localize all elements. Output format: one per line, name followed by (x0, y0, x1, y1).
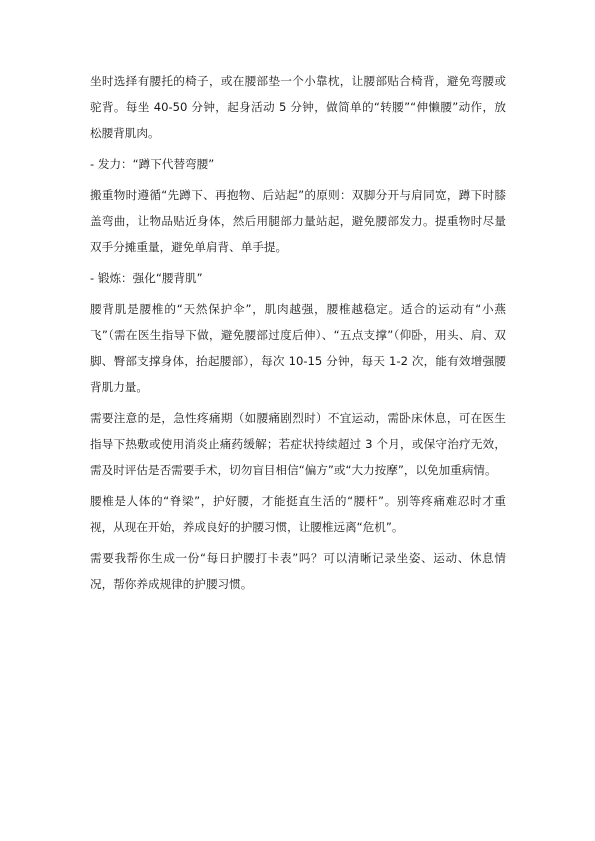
bullet-heading-force: - 发力：“蹲下代替弯腰” (90, 157, 215, 171)
bullet-heading-exercise: - 锻炼：强化“腰背肌” (90, 271, 203, 285)
paragraph-offer: 需要我帮你生成一份“每日护腰打卡表”吗？可以清晰记录坐姿、运动、休息情况，帮你养成规律的护腰习惯。 (90, 551, 506, 591)
paragraph-exercise: 腰背肌是腰椎的“天然保护伞”，肌肉越强，腰椎越稳定。适合的运动有“小燕飞”（需在医生指导下做，避免腰部过度后伸）、“五点支撑”（仰卧，用头、肩、双脚、臀部支撑身体，抬起腰部），每次 10-15 分钟，每天 1-2 次，能有效增强腰背肌力量。 (90, 302, 506, 394)
paragraph-sitting-posture: 坐时选择有腰托的椅子，或在腰部垫一个小靠枕，让腰部贴合椅背，避免弯腰或驼背。每坐 40-50 分钟，起身活动 5 分钟，做简单的“转腰”“伸懒腰”动作，放松腰背肌肉。 (90, 74, 506, 140)
paragraph-lifting: 搬重物时遵循“先蹲下、再抱物、后站起”的原则：双脚分开与肩同宽，蹲下时膝盖弯曲，让物品贴近身体，然后用腿部力量站起，避免腰部发力。提重物时尽量双手分摊重量，避免单肩背、单手提。 (90, 188, 506, 254)
paragraph-conclusion: 腰椎是人体的“脊梁”，护好腰，才能挺直生活的“腰杆”。别等疼痛难忍时才重视，从现在开始，养成良好的护腰习惯，让腰椎远离“危机”。 (90, 494, 506, 534)
document-page (90, 68, 506, 602)
paragraph-caution: 需要注意的是，急性疼痛期（如腰痛剧烈时）不宜运动，需卧床休息，可在医生指导下热敷或使用消炎止痛药缓解；若症状持续超过 3 个月，或保守治疗无效，需及时评估是否需要手术，切勿盲目相信“偏方”或“大力按摩”，以免加重病情。 (90, 411, 506, 477)
